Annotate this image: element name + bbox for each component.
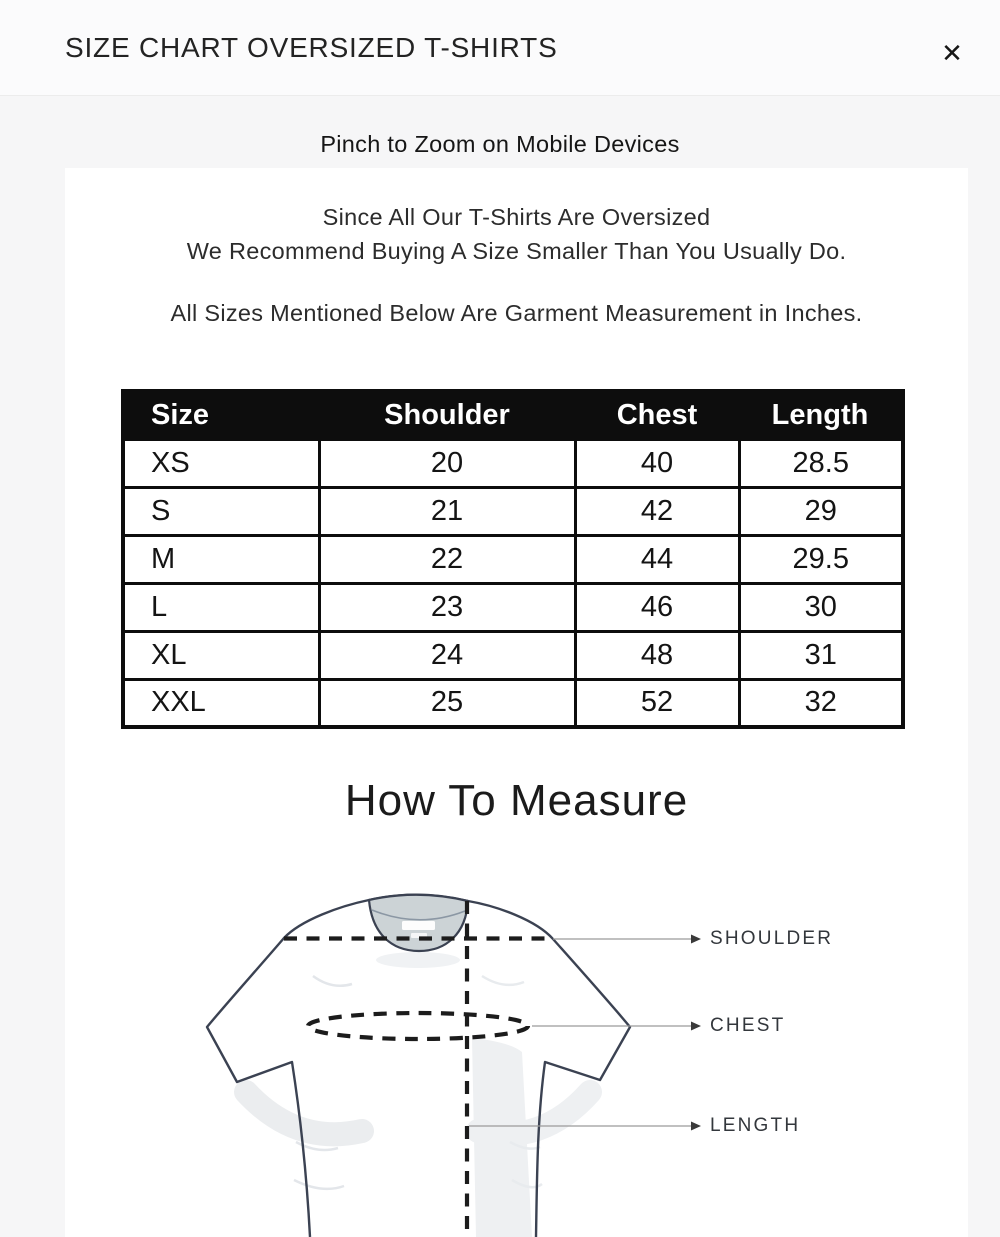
table-row — [123, 535, 903, 583]
pinch-zoom-hint: Pinch to Zoom on Mobile Devices — [320, 131, 680, 157]
modal-header — [0, 0, 1000, 96]
table-row — [123, 583, 903, 631]
column-header-length: Length — [739, 391, 903, 439]
cell-chest: 52 — [575, 679, 739, 727]
cell-size: M — [123, 535, 319, 583]
close-icon: ✕ — [941, 38, 963, 68]
intro-line-3: All Sizes Mentioned Below Are Garment Measurement in Inches. — [170, 300, 863, 326]
cell-shoulder: 24 — [319, 631, 575, 679]
cell-chest: 42 — [575, 487, 739, 535]
column-header-size: Size — [123, 391, 319, 439]
cell-shoulder: 25 — [319, 679, 575, 727]
cell-size: XS — [123, 439, 319, 487]
column-header-chest: Chest — [575, 391, 739, 439]
modal-title: SIZE CHART OVERSIZED T-SHIRTS — [65, 32, 558, 63]
close-button[interactable] — [932, 33, 972, 73]
measurement-diagram — [180, 880, 880, 1237]
cell-length: 28.5 — [739, 439, 903, 487]
length-label: LENGTH — [710, 1115, 801, 1136]
cell-length: 29.5 — [739, 535, 903, 583]
column-header-shoulder: Shoulder — [319, 391, 575, 439]
how-to-measure-title: How To Measure — [344, 776, 689, 825]
cell-shoulder: 20 — [319, 439, 575, 487]
table-row — [123, 631, 903, 679]
cell-length: 31 — [739, 631, 903, 679]
cell-shoulder: 23 — [319, 583, 575, 631]
intro-line-2: We Recommend Buying A Size Smaller Than You Usually Do. — [186, 238, 847, 264]
cell-size: L — [123, 583, 319, 631]
cell-chest: 46 — [575, 583, 739, 631]
intro-line-1: Since All Our T-Shirts Are Oversized — [322, 204, 711, 230]
table-row — [123, 679, 903, 727]
shoulder-label: SHOULDER — [710, 928, 834, 949]
cell-size: S — [123, 487, 319, 535]
size-table-header-row — [123, 391, 903, 439]
cell-shoulder: 21 — [319, 487, 575, 535]
size-table — [121, 389, 905, 729]
cell-size: XXL — [123, 679, 319, 727]
table-row — [123, 487, 903, 535]
cell-shoulder: 22 — [319, 535, 575, 583]
cell-length: 29 — [739, 487, 903, 535]
cell-chest: 44 — [575, 535, 739, 583]
cell-chest: 40 — [575, 439, 739, 487]
cell-length: 30 — [739, 583, 903, 631]
cell-length: 32 — [739, 679, 903, 727]
chest-label: CHEST — [710, 1015, 786, 1036]
cell-size: XL — [123, 631, 319, 679]
table-row — [123, 439, 903, 487]
content-panel — [65, 168, 968, 1237]
cell-chest: 48 — [575, 631, 739, 679]
